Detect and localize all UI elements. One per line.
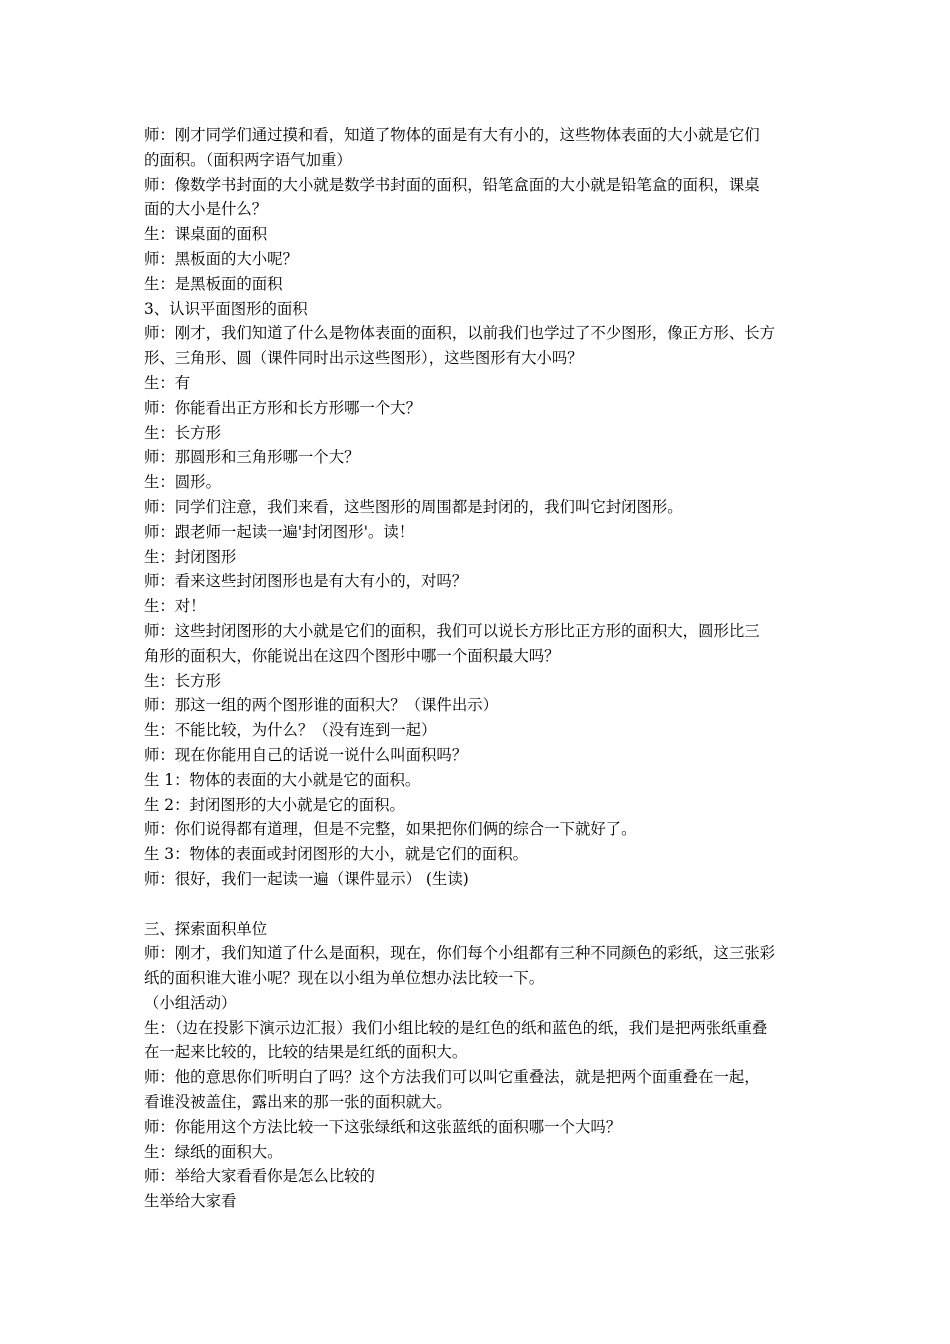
text-line: 生：是黑板面的面积 (144, 274, 283, 293)
text-line: 生：对！ (144, 597, 206, 616)
document-body (144, 123, 816, 1214)
text-line: 生：有 (144, 373, 191, 392)
section-heading: 3、认识平面图形的面积 (144, 299, 308, 318)
section-heading: 三、探索面积单位 (144, 919, 268, 938)
text-line: 师：那圆形和三角形哪一个大？ (144, 448, 360, 467)
text-line: 的面积。（面积两字语气加重） (144, 150, 352, 169)
text-line: 师：刚才同学们通过摸和看，知道了物体的面是有大有小的，这些物体表面的大小就是它们 (144, 126, 760, 144)
text-line: 生：（边在投影下演示边汇报）我们小组比较的是红色的纸和蓝色的纸，我们是把两张纸重叠 (144, 1018, 768, 1037)
text-line: 师：看来这些封闭图形也是有大有小的，对吗？ (144, 572, 468, 591)
text-line: 形、三角形、圆（课件同时出示这些图形），这些图形有大小吗？ (144, 349, 583, 368)
text-line: 生：封闭图形 (144, 547, 237, 566)
text-line: 角形的面积大，你能说出在这四个图形中哪一个面积最大吗？ (144, 646, 560, 665)
text-line: 师：现在你能用自己的话说一说什么叫面积吗？ (144, 745, 468, 764)
text-line: 纸的面积谁大谁小呢？现在以小组为单位想办法比较一下。 (144, 969, 545, 988)
text-line: 师：跟老师一起读一遍'封闭图形'。读！ (144, 522, 415, 541)
text-line: 师：黑板面的大小呢？ (144, 249, 298, 268)
text-line: （小组活动） (144, 993, 237, 1012)
text-line: 面的大小是什么？ (144, 200, 268, 219)
text-line: 生：不能比较，为什么？（没有连到一起） (144, 721, 437, 740)
text-line: 生：圆形。 (144, 473, 221, 492)
text-line: 师：同学们注意，我们来看，这些图形的周围都是封闭的，我们叫它封闭图形。 (144, 497, 683, 516)
text-line: 生：长方形 (144, 423, 221, 442)
text-line: 生：绿纸的面积大。 (144, 1142, 283, 1161)
text-line: 师：他的意思你们听明白了吗？这个方法我们可以叫它重叠法，就是把两个面重叠在一起， (144, 1068, 760, 1087)
text-line: 师：举给大家看看你是怎么比较的 (144, 1167, 375, 1186)
blank-line (144, 892, 816, 917)
text-line: 生：长方形 (144, 671, 221, 690)
text-line: 师：你能看出正方形和长方形哪一个大？ (144, 398, 422, 417)
text-line: 师：像数学书封面的大小就是数学书封面的面积，铅笔盒面的大小就是铅笔盒的面积，课桌 (144, 175, 760, 194)
text-line: 师：刚才，我们知道了什么是物体表面的面积，以前我们也学过了不少图形，像正方形、长方 (144, 324, 776, 343)
text-line: 师：你们说得都有道理，但是不完整，如果把你们俩的综合一下就好了。 (144, 820, 637, 839)
text-line: 师：刚才，我们知道了什么是面积，现在，你们每个小组都有三种不同颜色的彩纸，这三张彩 (144, 944, 776, 963)
text-line: 师：这些封闭图形的大小就是它们的面积，我们可以说长方形比正方形的面积大，圆形比三 (144, 621, 760, 640)
text-line: 师：很好，我们一起读一遍（课件显示） (生读) (144, 869, 469, 888)
text-line: 在一起来比较的，比较的结果是红纸的面积大。 (144, 1043, 468, 1062)
text-line: 生 2：封闭图形的大小就是它的面积。 (144, 795, 405, 814)
text-line: 生 3：物体的表面或封闭图形的大小，就是它们的面积。 (144, 845, 529, 864)
text-line: 师：你能用这个方法比较一下这张绿纸和这张蓝纸的面积哪一个大吗？ (144, 1117, 622, 1136)
text-line: 师：那这一组的两个图形谁的面积大？（课件出示） (144, 696, 498, 715)
text-line: 生：课桌面的面积 (144, 225, 268, 244)
text-line: 看谁没被盖住，露出来的那一张的面积就大。 (144, 1093, 452, 1112)
text-line: 生 1：物体的表面的大小就是它的面积。 (144, 770, 421, 789)
text-line: 生举给大家看 (144, 1192, 237, 1211)
